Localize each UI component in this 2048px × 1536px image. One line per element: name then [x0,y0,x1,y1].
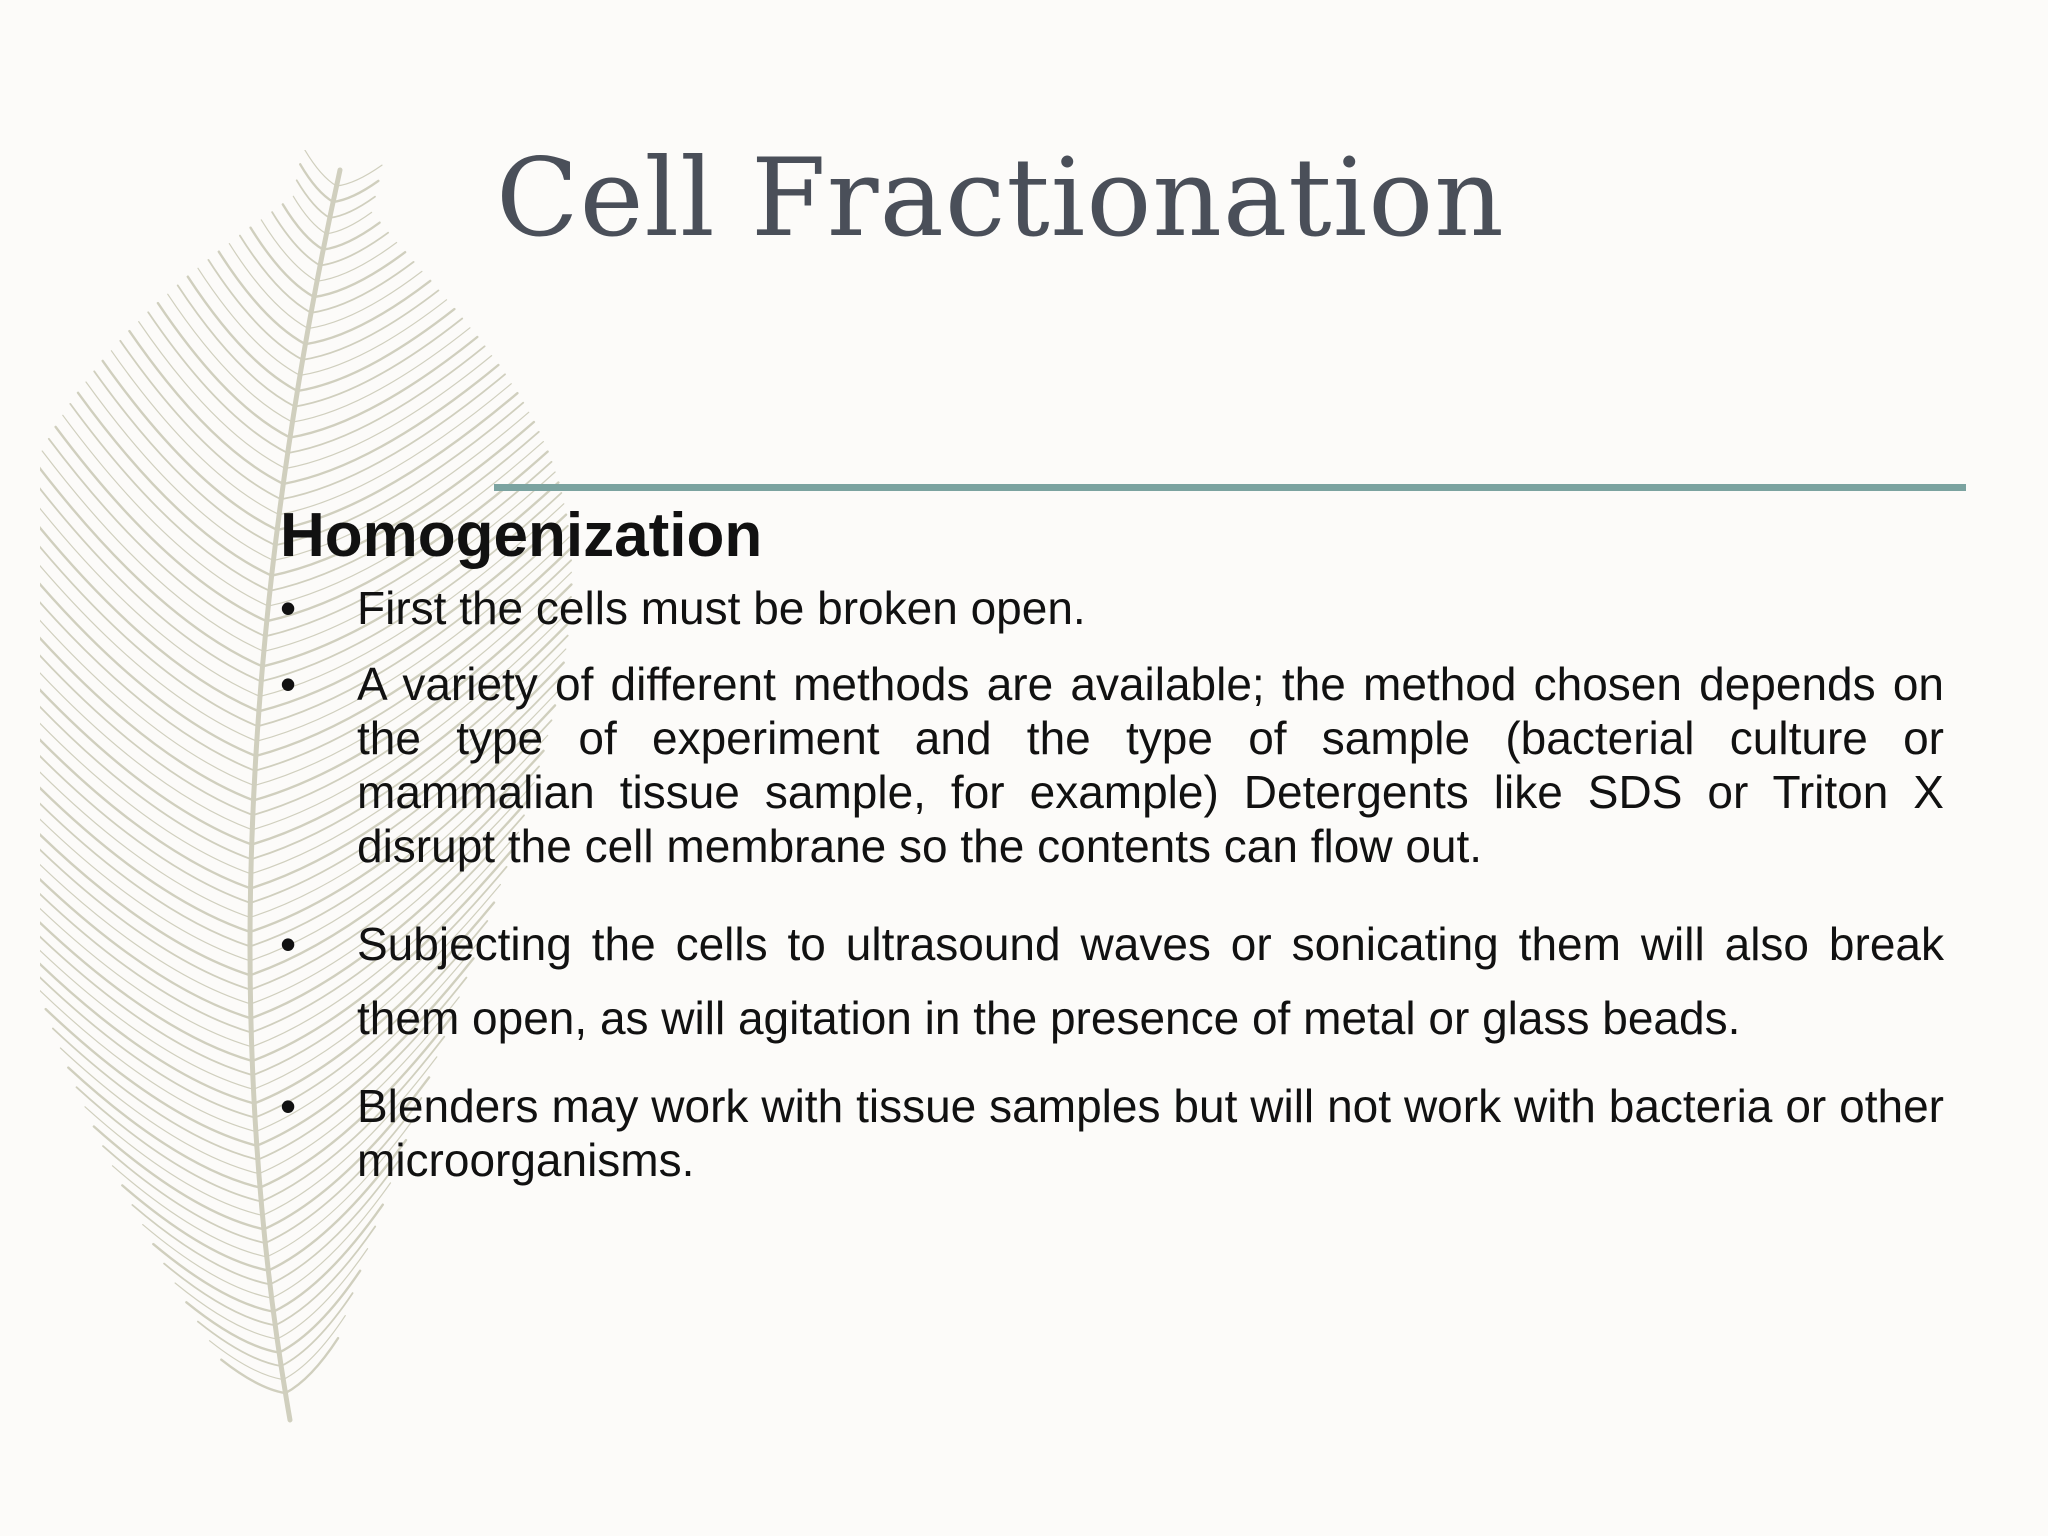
title-divider [494,484,1966,491]
slide-body [280,500,1944,1187]
slide-title: Cell Fractionation [496,136,1505,261]
bullet-icon: • [280,1080,297,1133]
bullet-text: Blenders may work with tissue samples but will not work with bacteria or other microorganisms. [357,1080,1944,1187]
section-heading: Homogenization [280,501,763,570]
bullet-list [280,581,1944,1187]
bullet-icon: • [280,582,297,635]
bullet-item [280,657,1944,873]
bullet-icon: • [280,658,297,711]
bullet-text: First the cells must be broken open. [357,582,1086,635]
bullet-text: Subjecting the cells to ultrasound waves or sonicating them will also break them open, as will agitation in the presence of metal or glass beads. [357,918,1944,1045]
bullet-item [280,1079,1944,1187]
bullet-item [280,581,1944,635]
bullet-item [280,907,1944,1055]
bullet-text: A variety of different methods are available; the method chosen depends on the type of experiment and the type of sample (bacterial culture or mammalian tissue sample, for example) Detergents like SDS or Triton X disrupt the cell membrane so the contents can flow out. [357,658,1944,873]
bullet-icon: • [280,918,297,971]
